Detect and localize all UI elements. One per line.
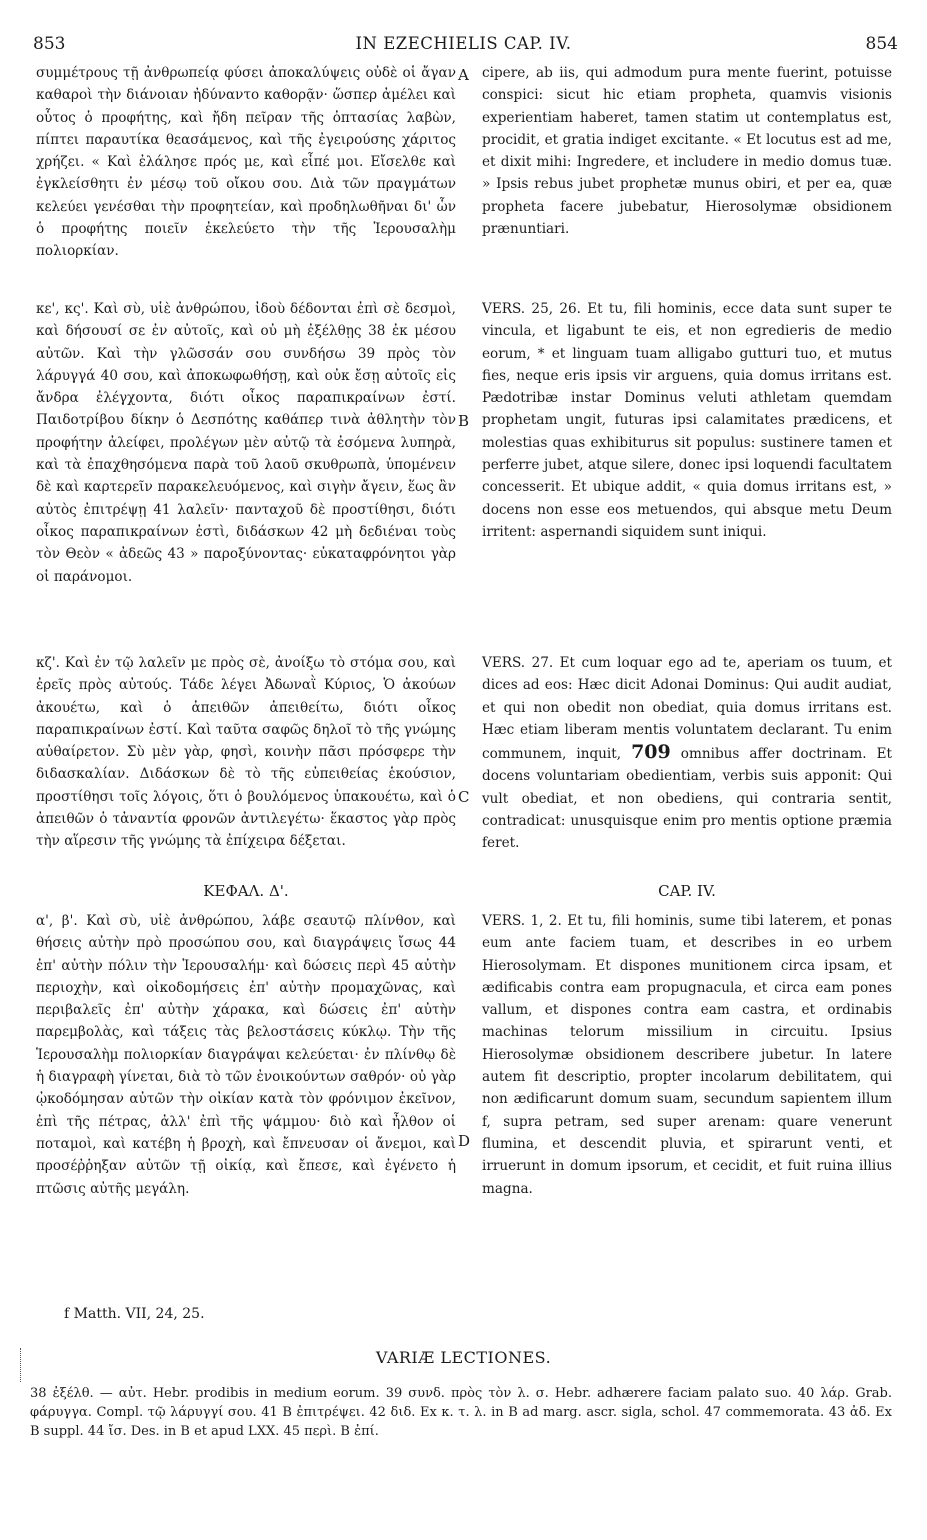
greek-paragraph-4: α', β'. Καὶ σὺ, υἱὲ ἀνθρώπου, λάβε σεαυτῷ πλίνθον, καὶ θήσεις αὐτὴν πρὸ προσώπου σου, καὶ διαγράψεις ἴσως 44 ἐπ' αὐτὴν πόλιν τὴν Ἱερουσαλήμ· καὶ δώσεις περὶ 45 αὐτὴν περιοχὴν, καὶ οἰκοδομήσεις ἐπ' αὐτὴν προμαχῶνας, καὶ περιβαλεῖς ἐπ' αὐτὴν χάρακα, καὶ δώσεις ἐπ' αὐτὴν παρεμβολὰς, καὶ τάξεις τὰς βελοστάσεις κύκλῳ. Τὴν τῆς Ἱερουσαλὴμ πολιορκίαν διαγράψαι κελεύεται· ἐν πλίνθῳ δὲ ἡ διαγραφὴ γίνεται, διὰ τὸ τῶν ἐνοικούντων σαθρόν· οὐ γὰρ ᾠκοδόμησαν αὐτῶν τὴν οἰκίαν κατὰ τὸν φρόνιμον ἐκεῖνον, ἐπὶ τῆς πέτρας, ἀλλ' ἐπὶ τῆς ψάμμου· διὸ καὶ ἦλθον οἱ ποταμοὶ, καὶ κατέβη ἡ βροχὴ, καὶ ἔπνευσαν οἱ ἄνεμοι, καὶ προσέῤῥηξαν αὐτῶν τῇ οἰκίᾳ, καὶ ἔπεσε, καὶ ἐγένετο ἡ πτῶσις αὐτῆς μεγάλη. [36,913,456,1197]
page-number-left: 853 [33,34,66,54]
latin-paragraph-3-end: omnibus affer doctrinam. Et docens voluntariam obedientiam, verbis suis apponit: Qui vult obediat, et non obediens, qui contraria sentit, contradicat: unusquisque enim pro mentis optione præmia feret. [482,746,892,852]
latin-paragraph-3 [482,652,892,855]
greek-chapter-heading: ΚΕΦΑΛ. Δ'. [203,882,289,900]
latin-paragraph-2: VERS. 25, 26. Et tu, fili hominis, ecce data sunt super te vincula, et ligabunt te eis, et non egredieris de medio eorum, * et linguam tuam alligabo gutturi tuo, et mutus fies, neque eris ipsis vir arguens, quia domus irritans est. Pædotribæ instar Dominus veluti athletam quemdam prophetam ungit, futuras ipsi calamitates prædicens, et molestias quas exhibiturus sit populus: sustinere tamen et perferre jubet, atque silere, donec ipsi loquendi facultatem concesserit. Et ubique addit, « quia domus irritans est, » docens non esse eos metuendos, qui absque metu Deum irritent: aspernandi siquidem sunt iniqui. [482,301,892,540]
column-number: 709 [631,741,671,764]
section-mark-a: A [458,66,469,84]
latin-chapter-heading: CAP. IV. [658,882,716,900]
latin-paragraph-3-start: VERS. 27. Et cum loquar ego ad te, aperiam os tuum, et dices ad eos: Hæc dicit Adonai Dominus: Qui audit audiat, et qui non obedit non obediat, quia domus irritans est. Hæc etiam liberam mentis voluntatem declarant. Tu enim communem, inquit, [482,655,892,763]
page-number-right: 854 [865,34,898,54]
latin-paragraph-1: cipere, ab iis, qui admodum pura mente fuerint, potuisse conspici: sicut hic etiam propheta, quamvis visionis experientiam haberet, tamen statim ut contemplatus est, procidit, et gratia indiget excitante. « Et locutus est ad me, et dixit mihi: Ingredere, et includere in medio domus tuæ. » Ipsis rebus jubet prophetæ munus obiri, et per ea, quæ propheta facere jubebatur, Hierosolymæ obsidionem prænuntiari. [482,65,892,238]
running-title: IN EZECHIELIS CAP. IV. [355,34,572,53]
footnote: f Matth. VII, 24, 25. [64,1306,205,1322]
greek-paragraph-3: κζ'. Καὶ ἐν τῷ λαλεῖν με πρὸς σὲ, ἀνοίξω τὸ στόμα σου, καὶ ἐρεῖς πρὸς αὐτούς. Τάδε λέγει Ἀδωναῒ Κύριος, Ὁ ἀκούων ἀκουέτω, καὶ ὁ ἀπειθῶν ἀπειθείτω, διότι οἶκος παραπικραίνων ἐστί. Καὶ ταῦτα σαφῶς δηλοῖ τὸ τῆς γνώμης αὐθαίρετον. Σὺ μὲν γὰρ, φησὶ, κοινὴν πᾶσι πρόσφερε τὴν διδασκαλίαν. Διδάσκων δὲ τὸ τῆς εὐπειθείας ἑκούσιον, προστίθησι τοῖς λόγοις, ὅτι ὁ βουλόμενος ὑπακουέτω, καὶ ὁ ἀπειθῶν ὁ τἀναντία φρονῶν ἀντιλεγέτω· ἕκαστος γὰρ πρὸς τὴν αἵρεσιν τῆς γνώμης τὰ ἐπίχειρα δέξεται. [36,655,456,850]
latin-paragraph-4: VERS. 1, 2. Et tu, fili hominis, sume tibi laterem, et ponas eum ante faciem tuam, et describes in eo urbem Hierosolymam. Et dispones munitionem circa ipsam, et ædificabis contra eam propugnacula, et circa eam pones vallum, et dispones contra eam castra, et ordinabis machinas telorum missilium in circuitu. Ipsius Hierosolymæ obsidionem describere jubetur. In latere autem fit descriptio, propter incolarum debilitatem, qui non ædificarunt domum suam, secundum sapientem illum f, supra petram, sed super arenam: quare venerunt flumina, et descendit pluvia, et spirarunt venti, et irruerunt in domum ipsorum, et cecidit, et fuit ruina illius magna. [482,913,892,1197]
greek-paragraph-1: συμμέτρους τῇ ἀνθρωπείᾳ φύσει ἀποκαλύψεις οὐδὲ οἱ ἄγαν καθαροὶ τὴν διάνοιαν ἠδύναντο καθορᾷν· ὥσπερ ἀμέλει καὶ οὗτος ὁ προφήτης, καὶ ἤδη πεῖραν τῆς ὀπτασίας λαβὼν, πίπτει παραυτίκα θεασάμενος, καὶ τῆς ἐγειρούσης χάριτος χρήζει. « Καὶ ἐλάλησε πρός με, καὶ εἶπέ μοι. Εἴσελθε καὶ ἐγκλείσθητι ἐν μέσῳ τοῦ οἴκου σου. Διὰ τῶν πραγμάτων κελεύει γενέσθαι τὴν προφητείαν, καὶ προδηλωθῆναι δι' ὧν ὁ προφήτης ποιεῖν ἐκελεύετο τὴν τῆς Ἱερουσαλὴμ πολιορκίαν. [36,65,456,260]
section-mark-b: B [458,412,470,430]
section-mark-c: C [458,788,470,806]
page-header [0,30,927,64]
section-mark-d: D [458,1132,471,1150]
variae-lectiones-title: VARIÆ LECTIONES. [375,1348,552,1367]
variae-lectiones-text: 38 ἐξέλθ. — αὐτ. Hebr. prodibis in medium eorum. 39 συνδ. πρὸς τὸν λ. σ. Hebr. adhærere faciam palato suo. 40 λάρ. Grab. φάρυγγα. Compl. τῷ λάρυγγί σου. 41 B ἐπιτρέψει. 42 διδ. Ex κ. τ. λ. in B ad marg. ascr. sigla, schol. 47 commemorata. 43 ἀδ. Ex B suppl. 44 ἴσ. Des. in B et apud LXX. 45 περὶ. B ἐπί. [30,1386,892,1439]
greek-paragraph-2: κε', κς'. Καὶ σὺ, υἱὲ ἀνθρώπου, ἰδοὺ δέδονται ἐπὶ σὲ δεσμοὶ, καὶ δήσουσί σε ἐν αὐτοῖς, καὶ οὐ μὴ ἐξέλθῃς 38 ἐκ μέσου αὐτῶν. Καὶ τὴν γλῶσσάν σου συνδήσω 39 πρὸς τὸν λάρυγγά 40 σου, καὶ ἀποκωφωθήσῃ, καὶ οὐκ ἔσῃ αὐτοῖς εἰς ἄνδρα ἐλέγχοντα, διότι οἶκος παραπικραίνων ἐστί. Παιδοτρίβου δίκην ὁ Δεσπότης καθάπερ τινὰ ἀθλητὴν τὸν προφήτην ἀλείφει, προλέγων μὲν αὐτῷ τὰ ἐσόμενα λυπηρὰ, καὶ τὰ ἐπαχθησόμενα παρὰ τοῦ λαοῦ σκυθρωπὰ, ὑπομένειν δὲ καὶ καρτερεῖν παρακελευόμενος, καὶ σιγὴν ἄγειν, ἕως ἂν αὐτὸς ἐπιτρέψῃ 41 λαλεῖν· πανταχοῦ δὲ προστίθησι, διότι οἶκος παραπικραίνων ἐστὶ, διδάσκων 42 μὴ δεδιέναι τοὺς τὸν Θεὸν « ἀδεῶς 43 » παροξύνοντας· εὐκαταφρόνητοι γὰρ οἱ παράνομοι. [36,301,456,585]
